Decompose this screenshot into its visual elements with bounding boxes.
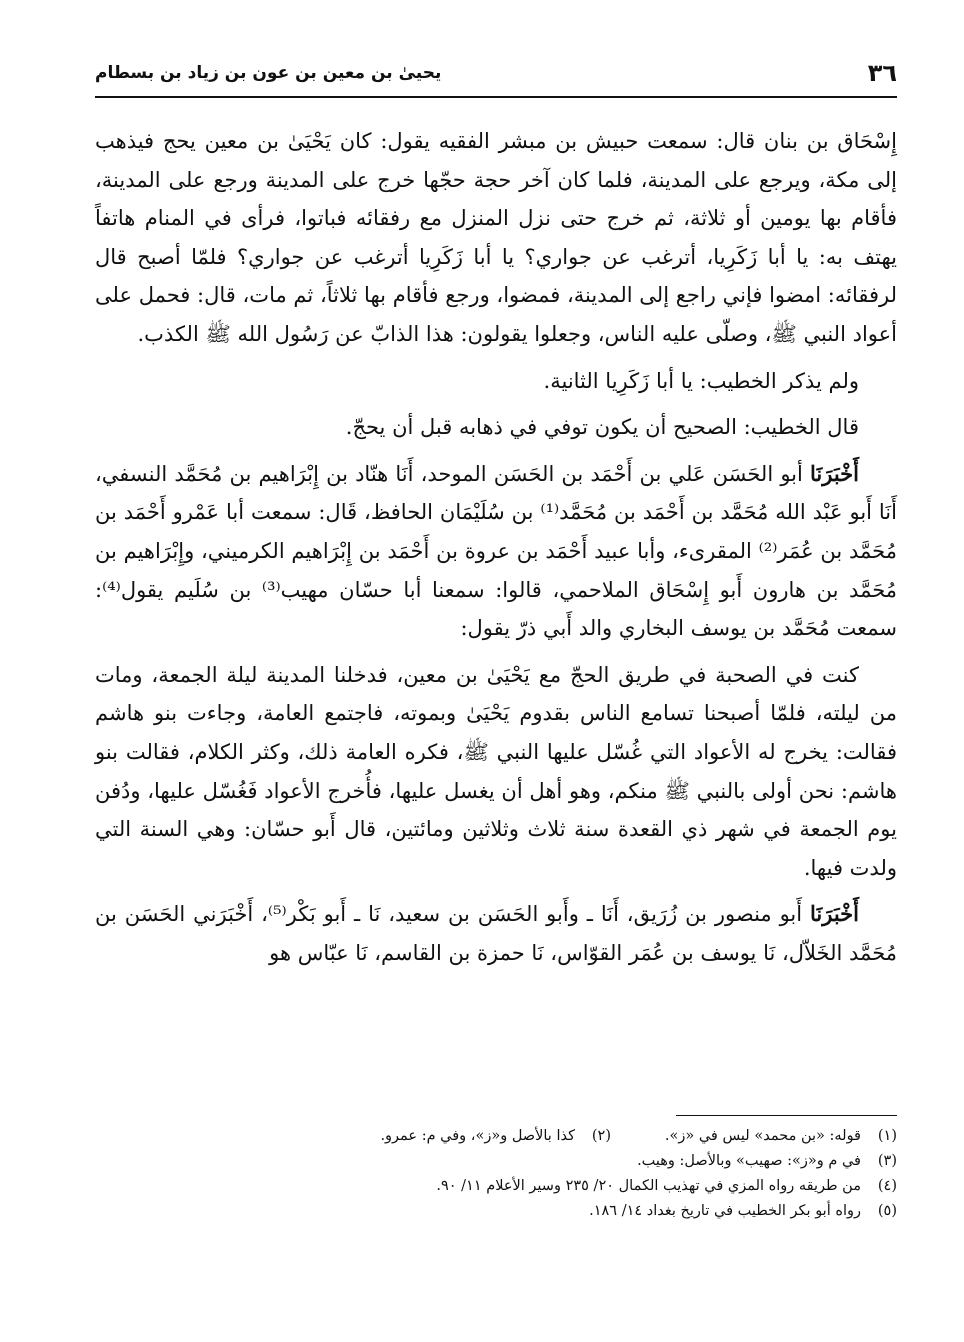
- paragraph-2: [95, 362, 897, 401]
- paragraph-3-text: قال الخطيب: الصحيح أن يكون توفي في ذهابه قبل أن يحجّ.: [345, 415, 859, 440]
- footnote-rule: [676, 1115, 897, 1116]
- footnote-row: [95, 1124, 897, 1149]
- footnote-text: في م و«ز»: صهيب» وبالأصل: وهيب.: [637, 1153, 861, 1169]
- footnote-text: من طريقه رواه المزي في تهذيب الكمال ٢٠/ ٢٣٥ وسير الأعلام ١١/ ٩٠.: [436, 1178, 861, 1194]
- paragraph-5: [95, 656, 897, 888]
- paragraph-3: [95, 408, 897, 447]
- header-rule: [95, 96, 897, 98]
- footnote-text: كذا بالأصل و«ز»، وفي م: عمرو.: [380, 1128, 575, 1144]
- footnote-row: [95, 1149, 897, 1174]
- footnote-text: رواه أبو بكر الخطيب في تاريخ بغداد ١٤/ ١٨٦.: [589, 1203, 861, 1219]
- footnote-number: (٣): [877, 1153, 897, 1169]
- footnote-row: [95, 1199, 897, 1224]
- paragraph-1-text: إِسْحَاق بن بنان قال: سمعت حبيش بن مبشر الفقيه يقول: كان يَحْيَىٰ بن معين يحج فيذهب إلى مكة، ويرجع على المدينة، فلما كان آخر حجة حجّها خرج على المدينة ورجع على المدينة، فأقام بها يومين أو ثلاثة، ثم خرج حتى نزل المنزل مع رفقائه فباتوا، فرأى في المنام هاتفاً يهتف به: يا أبا زَكَرِيا، أترغب عن جواري؟ يا أبا زَكَرِيا أترغب عن جواري؟ فلمّا أصبح قال لرفقائه: امضوا فإني راجع إلى المدينة، فمضوا، ورجع فأقام بها ثلاثاً، ثم مات، قال: فحمل على أعواد النبي ﷺ، وصلّى عليه الناس، وجعلوا يقولون: هذا الذابّ عن رَسُول الله ﷺ الكذب.: [95, 129, 897, 346]
- running-title: يحيىٰ بن معين بن عون بن زياد بن بسطام: [95, 63, 442, 83]
- page-number: ٣٦: [867, 59, 897, 87]
- paragraph-5-text: كنت في الصحبة في طريق الحجّ مع يَحْيَىٰ بن معين، فدخلنا المدينة ليلة الجمعة، ومات من ليلته، فلمّا أصبحنا تسامع الناس بقدوم يَحْيَىٰ وبموته، فاجتمع العامة، وجاءت بنو هاشم فقالت: يخرج له الأعواد التي غُسّل عليها النبي ﷺ، فكره العامة ذلك، وكثر الكلام، فقالت بنو هاشم: نحن أولى بالنبي ﷺ منكم، وهو أهل أن يغسل عليها، فأُخرج الأعواد فَغُسّل عليها، ودُفن يوم الجمعة في شهر ذي القعدة سنة ثلاث وثلاثين ومائتين، قال أَبو حسّان: وهي السنة التي ولدت فيها.: [95, 662, 897, 880]
- paragraph-2-text: ولم يذكر الخطيب: يا أبا زَكَرِيا الثانية.: [543, 368, 859, 393]
- footnote-number: (٥): [877, 1203, 897, 1219]
- isnad-lead-word: أَخْبَرَنَا: [810, 460, 859, 486]
- footnote-row: [95, 1174, 897, 1199]
- isnad-lead-word: أَخْبَرَنَا: [810, 901, 859, 927]
- paragraph-4-text: أبو الحَسَن عَلي بن أَحْمَد بن الحَسَن الموحد، أَنَا هنّاد بن إِبْرَاهيم بن مُحَمَّد النسفي، أَنَا أَبو عَبْد الله مُحَمَّد بن أَحْمَد بن مُحَمَّد⁽¹⁾ بن سُلَيْمَان الحافظ، قَال: سمعت أبا عَمْرو أَحْمَد بن مُحَمَّد بن عُمَر⁽²⁾ المقرىء، وأبا عبيد أَحْمَد بن عروة بن أَحْمَد بن إِبْرَاهيم الكرميني، وإِبْرَاهيم بن مُحَمَّد بن هارون أَبو إِسْحَاق الملاحمي، قالوا: سمعنا أبا حسّان مهيب⁽³⁾ بن سُلَيم يقول⁽⁴⁾: سمعت مُحَمَّد بن يوسف البخاري والد أَبي ذرّ يقول:: [95, 461, 898, 641]
- paragraph-1: [95, 122, 897, 354]
- footnote-number: (٤): [877, 1178, 897, 1194]
- footnotes: [95, 1124, 897, 1224]
- footnote-text: قوله: «بن محمد» ليس في «ز».: [664, 1128, 861, 1144]
- footnote-number: (١): [877, 1128, 897, 1144]
- paragraph-6-text: أَبو منصور بن زُرَيق، أَنَا ـ وأَبو الحَسَن بن سعيد، نَا ـ أَبو بَكْر⁽⁵⁾، أَخْبَرَني الحَسَن بن مُحَمَّد الخَلاّل، نَا يوسف بن عُمَر القوّاس، نَا حمزة بن القاسم، نَا عبّاس هو: [95, 902, 897, 965]
- paragraph-6: [95, 895, 897, 972]
- paragraph-4: [95, 455, 897, 648]
- main-text: [95, 122, 897, 980]
- page-header: [95, 50, 897, 96]
- footnote-number: (٢): [591, 1128, 611, 1144]
